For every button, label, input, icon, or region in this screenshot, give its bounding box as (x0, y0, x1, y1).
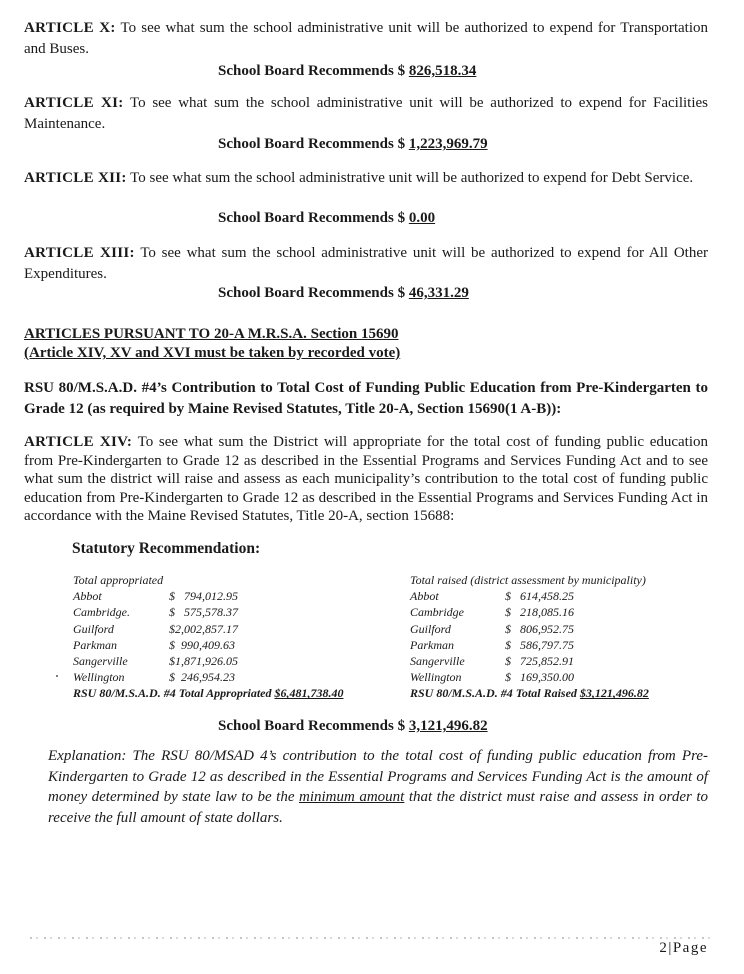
recommend-amount: 826,518.34 (408, 63, 477, 79)
town-amount: $2,002,857.17 (169, 621, 238, 636)
explanation-underlined: minimum amount (298, 789, 405, 805)
scan-artifact (56, 675, 58, 677)
article-xiii-label: ARTICLE XIII: (24, 245, 135, 261)
article-xiv-recommendation (218, 716, 488, 736)
table-row (73, 669, 343, 685)
town-name: Wellington (410, 670, 462, 685)
article-xii-recommendation (218, 208, 435, 228)
explanation-paragraph (48, 746, 708, 828)
town-amount: $1,871,926.05 (169, 654, 238, 669)
town-name: Abbot (73, 589, 102, 604)
pursuant-heading: ARTICLES PURSUANT TO 20-A M.R.S.A. Section 15690 (24, 326, 399, 342)
town-amount: $ 990,409.63 (169, 637, 235, 652)
table-row (73, 653, 343, 669)
recommend-prefix: School Board Recommends $ (218, 210, 409, 226)
table-row (73, 637, 343, 653)
total-amount: $3,121,496.82 (579, 686, 649, 701)
article-xiv-paragraph (24, 433, 708, 526)
explanation-text-1: Explanation: The RSU 80/MSAD 4’s contribution to the total cost of funding public education from Pre-Kindergarten to Grade 12 as described in the Essential Programs and Services Funding Act is the amount of money determined by state law to be the (48, 748, 708, 805)
raised-total-row (410, 685, 649, 701)
article-xiii-paragraph (24, 243, 708, 285)
article-x-label: ARTICLE X: (24, 20, 116, 36)
town-amount: $ 794,012.95 (169, 589, 238, 604)
appropriated-header: Total appropriated (73, 573, 164, 587)
article-x-paragraph (24, 18, 708, 60)
town-name: Guilford (410, 621, 451, 636)
contribution-heading: RSU 80/M.S.A.D. #4’s Contribution to Total Cost of Funding Public Education from Pre-Kindergarten to Grade 12 (as required by Maine Revised Statutes, Title 20-A, Section 15690(1 A-B)): (24, 380, 708, 417)
recommend-prefix: School Board Recommends $ (218, 718, 409, 734)
table-row (410, 653, 649, 669)
article-x-recommendation (218, 61, 476, 81)
town-amount: $ 575,578.37 (169, 605, 238, 620)
page-label: Page (672, 940, 708, 956)
table-row (410, 604, 649, 620)
town-name: Sangerville (73, 654, 128, 669)
town-name: Wellington (73, 670, 125, 685)
article-x-text: To see what sum the school administrative unit will be authorized to expend for Transportation and Buses. (24, 20, 708, 57)
article-xii-label: ARTICLE XII: (24, 170, 127, 186)
town-amount: $ 725,852.91 (505, 654, 574, 669)
page-number (659, 940, 708, 957)
recommend-prefix: School Board Recommends $ (218, 285, 409, 301)
total-amount: $6,481,738.40 (274, 686, 344, 701)
table-row (73, 621, 343, 637)
town-name: Abbot (410, 589, 439, 604)
statutory-recommendation-title: Statutory Recommendation: (72, 540, 261, 557)
town-name: Cambridge (410, 605, 464, 620)
recommend-amount: 1,223,969.79 (408, 136, 488, 152)
recommend-amount: 46,331.29 (408, 285, 469, 301)
table-row (410, 637, 649, 653)
article-xii-text: To see what sum the school administrative unit will be authorized to expend for Debt Service. (126, 170, 694, 186)
article-xi-paragraph (24, 93, 708, 135)
raised-table (410, 572, 649, 702)
total-label: RSU 80/M.S.A.D. #4 Total Appropriated (73, 686, 275, 701)
raised-header: Total raised (district assessment by municipality) (410, 573, 646, 587)
footer-rule (30, 937, 710, 939)
recommend-amount: 0.00 (408, 210, 436, 226)
page-number-value: 2 (659, 940, 669, 956)
town-amount: $ 218,085.16 (505, 605, 574, 620)
appropriated-table (73, 572, 343, 702)
explanation-text-2: that the district must raise and assess in order to receive the full amount of state dollars. (48, 789, 708, 826)
table-row (410, 588, 649, 604)
recommend-amount: 3,121,496.82 (408, 718, 488, 734)
table-row (410, 621, 649, 637)
recommend-prefix: School Board Recommends $ (218, 63, 409, 79)
total-label: RSU 80/M.S.A.D. #4 Total Raised (410, 686, 580, 701)
town-name: Sangerville (410, 654, 465, 669)
article-xi-text: To see what sum the school administrative unit will be authorized to expend for Facilities Maintenance. (24, 95, 708, 132)
article-xi-recommendation (218, 134, 488, 154)
article-xiv-text: To see what sum the District will appropriate for the total cost of funding public education from Pre-Kindergarten to Grade 12 as described in the Essential Programs and Services Funding Act and to see what sum the district will raise and assess as each municipality’s contribution to the total cost of funding public education from Pre-Kindergarten to Grade 12 as described in the Essential Programs and Services Funding Act in accordance with the Maine Revised Statutes, Title 20-A, section 15688: (24, 434, 708, 525)
appropriated-total-row (73, 685, 343, 701)
town-amount: $ 586,797.75 (505, 637, 574, 652)
article-xiv-label: ARTICLE XIV: (24, 434, 133, 450)
article-xi-label: ARTICLE XI: (24, 95, 124, 111)
town-amount: $ 614,458.25 (505, 589, 574, 604)
town-name: Parkman (73, 637, 117, 652)
town-amount: $ 246,954.23 (169, 670, 235, 685)
table-row (410, 669, 649, 685)
town-name: Guilford (73, 621, 114, 636)
page-separator: | (668, 940, 673, 956)
recorded-vote-note: (Article XIV, XV and XVI must be taken by recorded vote) (24, 345, 401, 361)
town-amount: $ 806,952.75 (505, 621, 574, 636)
table-row (73, 588, 343, 604)
article-xiii-recommendation (218, 283, 469, 303)
article-xii-paragraph (24, 168, 708, 189)
recommend-prefix: School Board Recommends $ (218, 136, 409, 152)
town-amount: $ 169,350.00 (505, 670, 574, 685)
table-row (73, 604, 343, 620)
article-xiii-text: To see what sum the school administrative unit will be authorized to expend for All Other Expenditures. (24, 245, 709, 282)
town-name: Cambridge. (73, 605, 130, 620)
town-name: Parkman (410, 637, 454, 652)
